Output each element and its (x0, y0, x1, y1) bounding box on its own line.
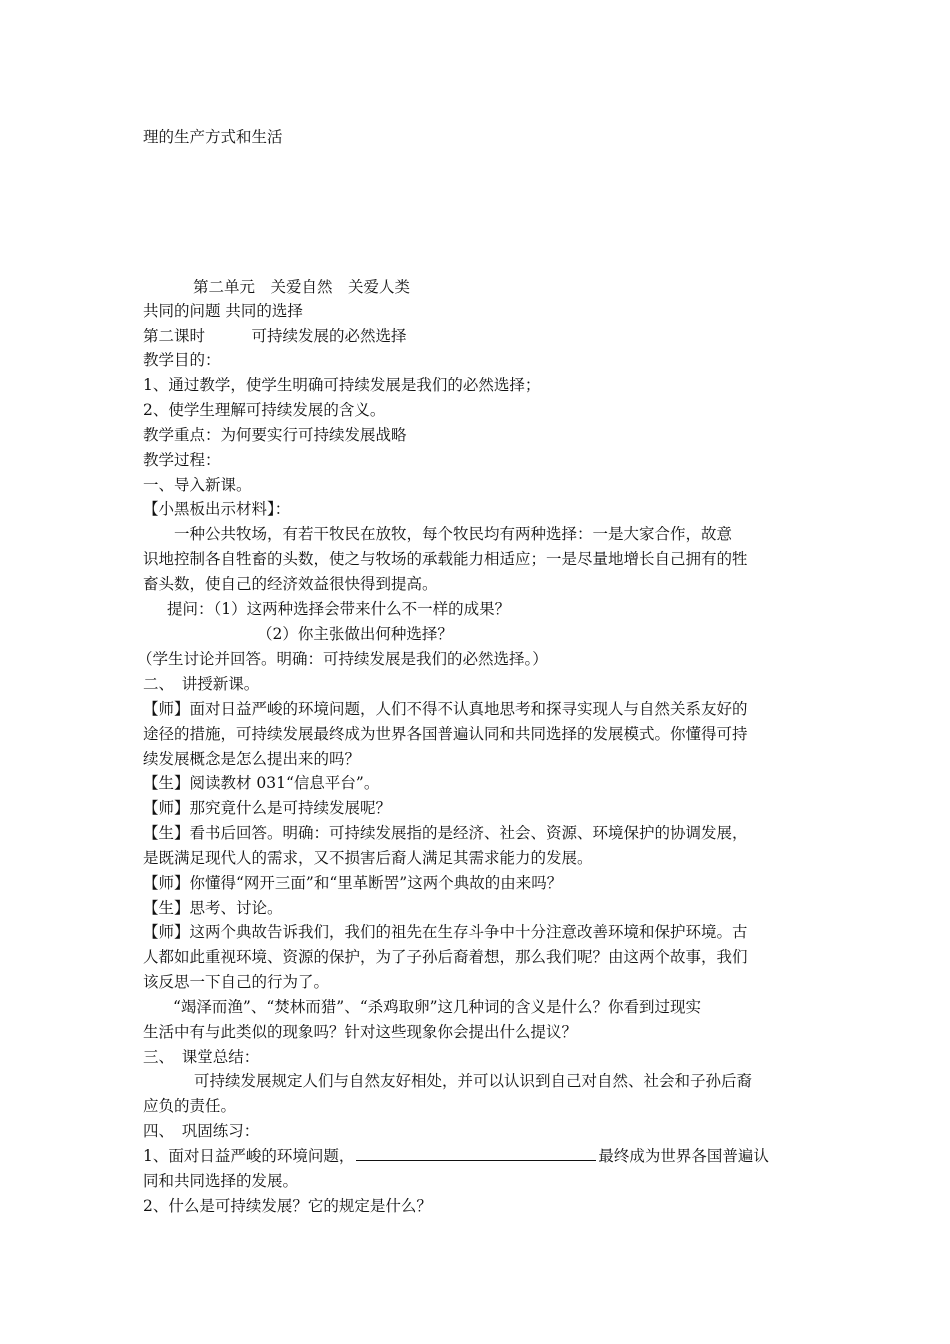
board-label: 【小黑板出示材料】： (143, 500, 291, 518)
top-fragment: 理的生产方式和生活 (143, 128, 283, 146)
teacher-1-line-2: 途径的措施，可持续发展最终成为世界各国普遍认同和共同选择的发展模式。你懂得可持 (143, 725, 748, 743)
teacher-1-line-1: 【师】面对日益严峻的环境问题，人们不得不认真地思考和探寻实现人与自然关系友好的 (143, 700, 748, 718)
material-line-1: 一种公共牧场，有若干牧民在放牧，每个牧民均有两种选择：一是大家合作，故意 (174, 525, 733, 543)
key-point: 教学重点：为何要实行可持续发展战略 (143, 426, 407, 444)
student-1: 【生】阅读教材 031“信息平台”。 (143, 774, 380, 792)
lesson-title: 第二课时 可持续发展的必然选择 (143, 327, 407, 345)
objectives-label: 教学目的： (143, 351, 221, 369)
student-3: 【生】思考、讨论。 (143, 899, 283, 917)
material-line-3: 畜头数，使自己的经济效益很快得到提高。 (143, 575, 438, 593)
exercise-1-line-1 (143, 1146, 813, 1166)
teacher-4-line-2: 人都如此重视环境、资源的保护，为了子孙后裔着想，那么我们呢？由这两个故事，我们 (143, 948, 748, 966)
question-2: （2）你主张做出何种选择？ (257, 625, 453, 643)
step-1-heading: 一、导入新课。 (143, 476, 252, 494)
teacher-4-line-1: 【师】这两个典故告诉我们，我们的祖先在生存斗争中十分注意改善环境和保护环境。古 (143, 923, 748, 941)
exercise-1-line-2: 同和共同选择的发展。 (143, 1172, 299, 1190)
material-line-2: 识地控制各自牲畜的头数，使之与牧场的承载能力相适应；一是尽量地增长自己拥有的牲 (143, 550, 748, 568)
exercise-2: 2、什么是可持续发展？它的规定是什么？ (143, 1197, 432, 1215)
idiom-line-2: 生活中有与此类似的现象吗？针对这些现象你会提出什么提议？ (143, 1023, 578, 1041)
objective-1: 1、通过教学，使学生明确可持续发展是我们的必然选择； (143, 376, 541, 394)
exercise-1-after: 最终成为世界各国普遍认 (598, 1147, 769, 1165)
discussion-note: （学生讨论并回答。明确：可持续发展是我们的必然选择。） (137, 650, 548, 668)
exercise-1-before: 1、面对日益严峻的环境问题， (143, 1147, 355, 1165)
teacher-4-line-3: 该反思一下自己的行为了。 (143, 973, 330, 991)
teacher-2: 【师】那究竟什么是可持续发展呢？ (143, 799, 392, 817)
teacher-3: 【师】你懂得“网开三面”和“里革断罟”这两个典故的由来吗？ (143, 874, 563, 892)
step-3-heading: 三、 课堂总结： (143, 1048, 260, 1066)
process-label: 教学过程： (143, 451, 221, 469)
step-4-heading: 四、 巩固练习： (143, 1122, 260, 1140)
student-2-line-2: 是既满足现代人的需求，又不损害后裔人满足其需求能力的发展。 (143, 849, 593, 867)
summary-line-1: 可持续发展规定人们与自然友好相处，并可以认识到自己对自然、社会和子孙后裔 (194, 1072, 753, 1090)
objective-2: 2、使学生理解可持续发展的含义。 (143, 401, 386, 419)
question-1: 提问：（1）这两种选择会带来什么不一样的成果？ (167, 600, 511, 618)
summary-line-2: 应负的责任。 (143, 1097, 237, 1115)
step-2-heading: 二、 讲授新课。 (143, 675, 260, 693)
teacher-1-line-3: 续发展概念是怎么提出来的吗？ (143, 750, 361, 768)
student-2-line-1: 【生】看书后回答。明确：可持续发展指的是经济、社会、资源、环境保护的协调发展， (143, 824, 748, 842)
idiom-line-1: “竭泽而渔”、“焚林而猎”、“杀鸡取卵”这几种词的含义是什么？你看到过现实 (173, 998, 702, 1016)
section-title: 共同的问题 共同的选择 (143, 302, 303, 320)
answer-blank (356, 1146, 596, 1161)
unit-title: 第二单元 关爱自然 关爱人类 (193, 278, 411, 296)
